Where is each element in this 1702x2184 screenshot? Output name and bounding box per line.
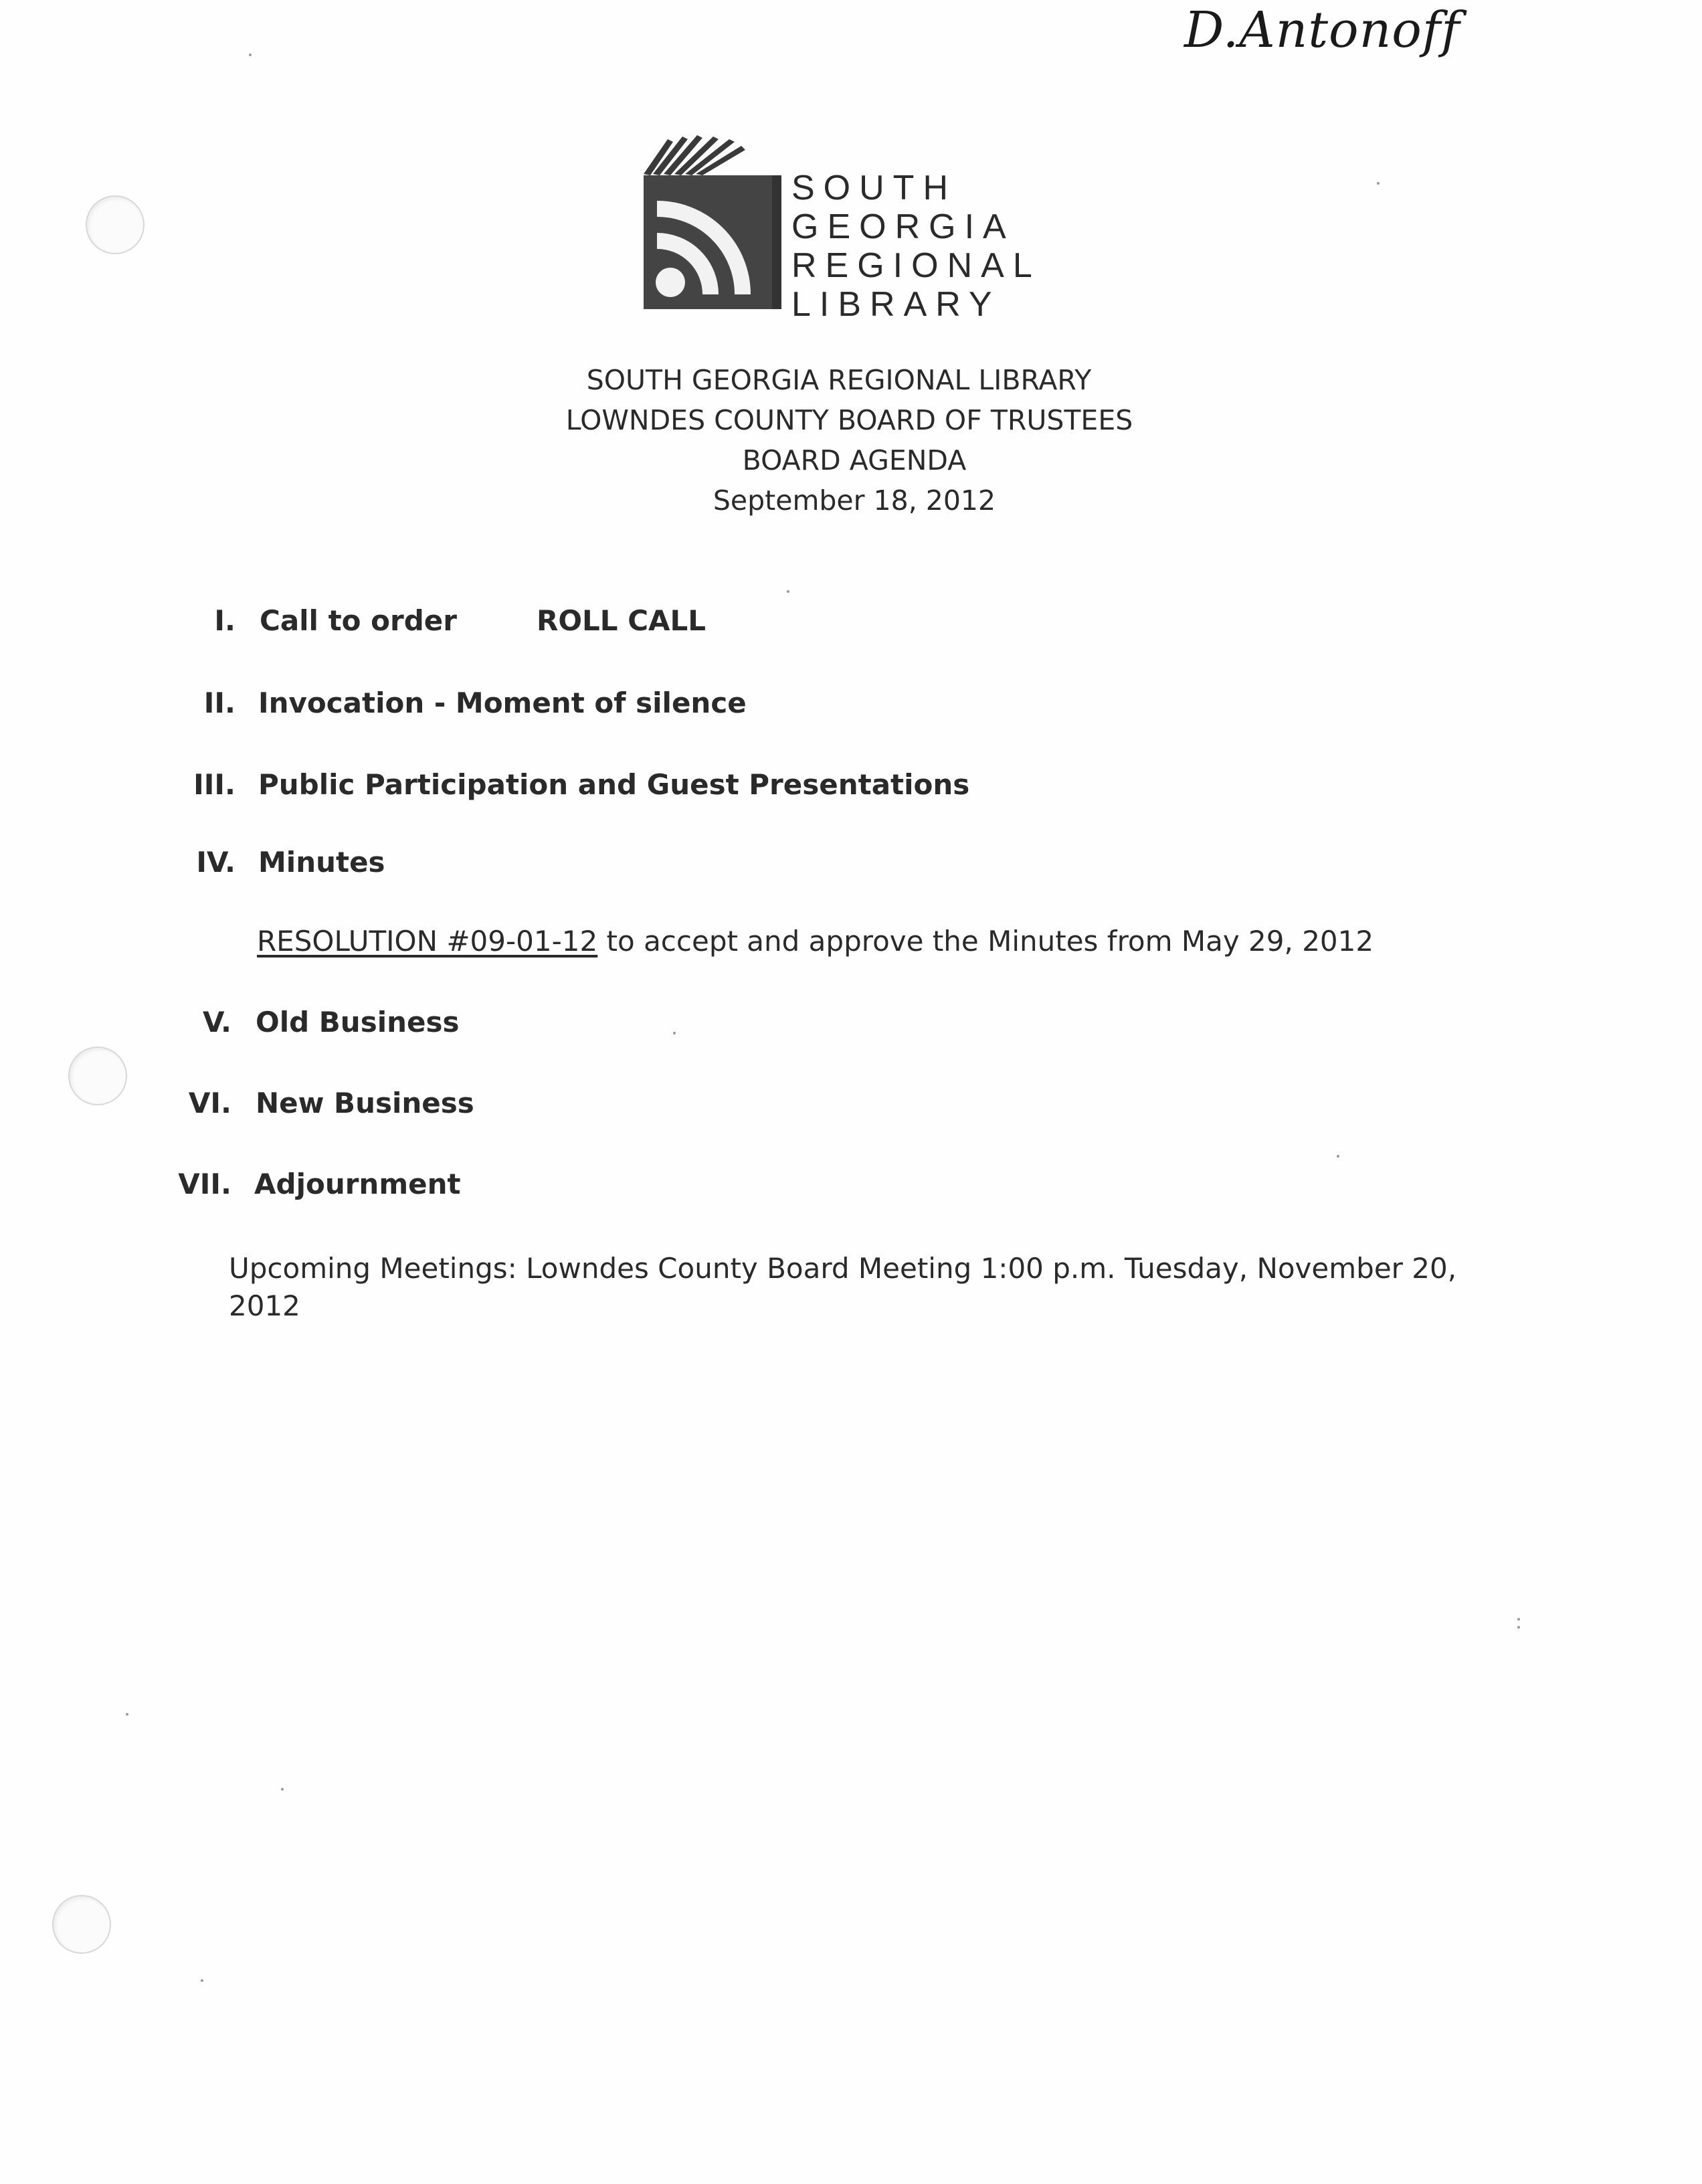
logo-line-3: REGIONAL	[791, 246, 1041, 285]
handwritten-signature: D.Antonoff	[1184, 1, 1460, 59]
agenda-item-number: V.	[202, 1006, 231, 1038]
logo-line-1: SOUTH	[791, 169, 957, 207]
agenda-item-number: VI.	[188, 1087, 231, 1119]
resolution-number: RESOLUTION #09-01-12	[257, 925, 598, 958]
logo-line-2: GEORGIA	[791, 207, 1015, 246]
upcoming-meetings: Upcoming Meetings: Lowndes County Board Meeting 1:00 p.m. Tuesday, November 20, 2012	[229, 1252, 1457, 1322]
agenda-item-label: New Business	[256, 1087, 474, 1119]
logo-line-4: LIBRARY	[791, 285, 1001, 324]
agenda-item-label: Adjournment	[254, 1168, 461, 1200]
header-title: BOARD AGENDA	[742, 444, 967, 476]
agenda-item-label: Public Participation and Guest Presentations	[258, 768, 970, 801]
agenda-item-label: Minutes	[258, 846, 385, 879]
header-date: September 18, 2012	[713, 484, 996, 517]
agenda-item-label: Invocation - Moment of silence	[258, 687, 747, 719]
agenda-item-number: II.	[203, 687, 235, 719]
resolution-text: to accept and approve the Minutes from May 29, 2012	[597, 925, 1374, 958]
agenda-item-number: IV.	[196, 846, 235, 879]
resolution-line	[257, 925, 1374, 958]
agenda-item-label: Old Business	[256, 1006, 460, 1038]
header-organization: SOUTH GEORGIA REGIONAL LIBRARY	[586, 364, 1092, 396]
agenda-item-number: III.	[193, 768, 235, 801]
agenda-item-label: Call to order	[260, 604, 457, 637]
roll-call-label: ROLL CALL	[537, 604, 706, 637]
header-board: LOWNDES COUNTY BOARD OF TRUSTEES	[565, 404, 1133, 436]
agenda-item-number: VII.	[178, 1168, 231, 1200]
agenda-item-number: I.	[214, 604, 235, 637]
